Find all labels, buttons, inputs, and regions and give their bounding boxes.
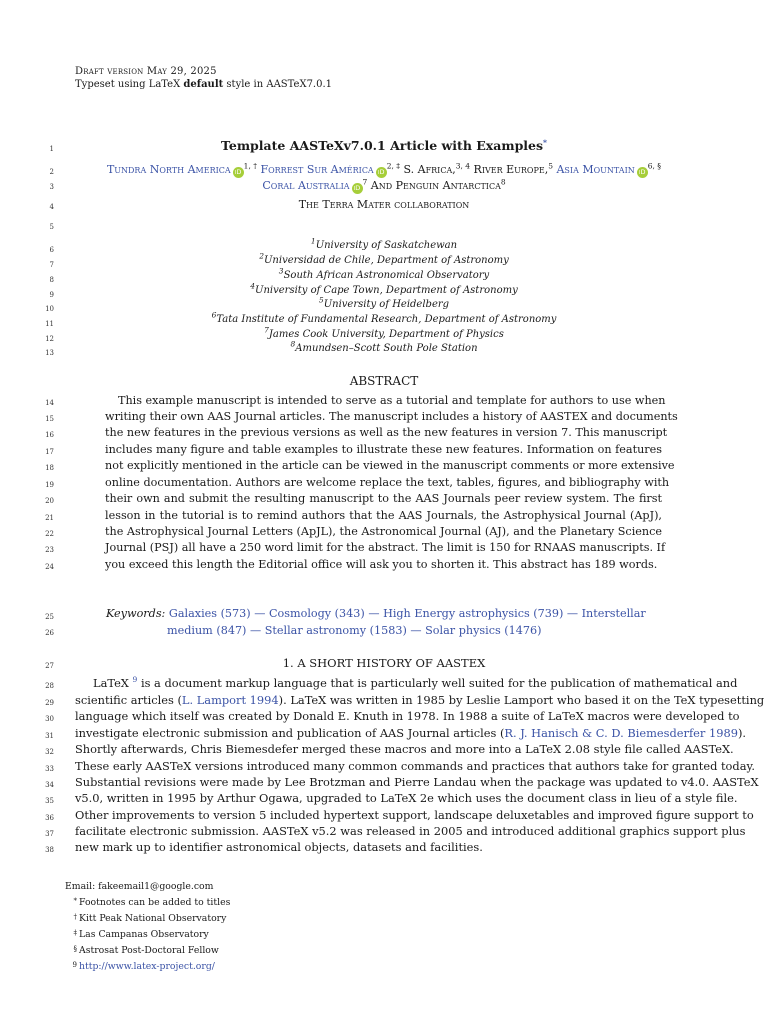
author-link[interactable]: Asia Mountain — [556, 163, 635, 176]
line-number: 32 — [45, 748, 54, 756]
keywords-links[interactable]: Galaxies (573) — Cosmology (343) — High Energy astrophysics (739) — Interstellar — [168, 607, 646, 620]
line-number: 17 — [45, 448, 54, 456]
affiliation: $^1$University of Saskatchewan — [310, 236, 458, 251]
abstract-line: online documentation. Authors are welcome replace the text, tables, figures, and bibliography with — [105, 476, 670, 489]
affiliation: $^7$James Cook University, Department of Physics — [264, 325, 504, 340]
line-number: 20 — [45, 497, 54, 505]
author-link[interactable]: Tundra North America — [106, 163, 231, 176]
line-number: 38 — [45, 846, 54, 854]
abstract-line: the Astrophysical Journal Letters (ApJL), the Astronomical Journal (AJ), and the Planetary Science — [105, 525, 662, 538]
collaboration: The Terra Mater collaboration — [298, 198, 470, 211]
typeset-line: Typeset using LaTeX default style in AASTeX7.0.1 — [75, 79, 333, 90]
line-number: 7 — [49, 261, 54, 269]
line-number: 18 — [45, 464, 54, 472]
line-number: 30 — [45, 715, 54, 723]
body-line: investigate electronic submission and publication of AAS Journal articles (R. J. Hanisch & C. D. Biemesderfer 1989). — [75, 726, 747, 740]
body-line: LaTeX $^9$ is a document markup language that is particularly well suited for the publication of mathematical and — [93, 675, 738, 690]
body-line: Other improvements to version 5 included hypertext support, landscape deluxetables and improved figure support to — [75, 808, 754, 822]
line-number: 35 — [45, 797, 54, 805]
line-number: 10 — [45, 305, 54, 313]
url-link[interactable]: http://www.latex-project.org/ — [79, 961, 215, 972]
affiliation: $^2$Universidad de Chile, Department of Astronomy — [259, 251, 509, 266]
body-line: Shortly afterwards, Chris Biemesdefer merged these macros and more into a LaTeX 2.08 style file called AASTeX. — [75, 742, 734, 756]
line-number: 14 — [45, 399, 54, 407]
line-number: 2 — [49, 168, 54, 176]
author-link[interactable]: Coral Australia — [262, 179, 350, 192]
draft-version: Draft version May 29, 2025 — [75, 66, 217, 77]
author-name: And Penguin Antarctica — [370, 179, 501, 192]
keywords-line-2[interactable]: medium (847) — Stellar astronomy (1583) — Solar physics (1476) — [167, 624, 542, 637]
footnote-link[interactable]: 9 — [132, 675, 138, 685]
line-number: 19 — [45, 481, 54, 489]
line-number: 25 — [45, 613, 54, 621]
affiliation: $^5$University of Heidelberg — [318, 295, 450, 310]
abstract-line: their own and submit the resulting manuscript to the AAS Journals peer review system. The first — [105, 492, 662, 505]
line-number: 8 — [49, 276, 54, 284]
footnote-item: † Kitt Peak National Observatory — [73, 913, 227, 924]
line-number: 3 — [49, 183, 54, 191]
line-number: 29 — [45, 699, 54, 707]
footnote-item: 9 http://www.latex-project.org/ — [72, 961, 215, 972]
paper-title: Template AASTeXv7.0.1 Article with Examples* — [221, 137, 547, 153]
line-number: 5 — [49, 223, 54, 231]
line-number: 31 — [45, 732, 54, 740]
line-number: 4 — [49, 203, 54, 211]
abstract-line: the new features in the previous versions as well as the new features in version 7. This manuscript — [105, 426, 668, 439]
author-name: River Europe, — [473, 163, 549, 176]
line-number: 15 — [45, 415, 54, 423]
abstract-line: includes many figure and table examples to illustrate these new features. Information on features — [105, 443, 662, 456]
line-number: 23 — [45, 546, 54, 554]
abstract-line: not explicitly mentioned in the article can be viewed in the manuscript comments or more extensive — [105, 459, 675, 472]
body-line: v5.0, written in 1995 by Arthur Ogawa, upgraded to LaTeX 2e which uses the document class in lieu of a style file. — [75, 791, 738, 805]
orcid-icon[interactable]: iD — [352, 183, 363, 194]
line-number: 12 — [45, 335, 54, 343]
line-number: 9 — [49, 291, 54, 299]
abstract-line: This example manuscript is intended to serve as a tutorial and template for authors to use when — [118, 394, 666, 407]
author-line-2: Coral Australia $iD^7$ And Penguin Antarctica$^8$ — [262, 177, 506, 192]
affiliation: $^6$Tata Institute of Fundamental Research, Department of Astronomy — [211, 310, 557, 325]
author-name: S. Africa, — [403, 163, 456, 176]
footnote-item: § Astrosat Post-Doctoral Fellow — [73, 945, 219, 956]
citation-link[interactable]: R. J. Hanisch & C. D. Biemesderfer 1989 — [504, 726, 738, 740]
keywords-line-1 — [106, 607, 660, 620]
author-line-1: Tundra North America $iD^{1, \dagger}$ Forrest Sur América $iD^{2, \ddagger}$ S. Africa,$^{3, 4}$ River Europe,$^5$ Asia Mountain $iD^{6, \S}$ — [106, 161, 662, 176]
line-number: 27 — [45, 662, 54, 670]
line-number: 6 — [49, 246, 54, 254]
keywords-label: Keywords: — [106, 607, 166, 620]
orcid-icon[interactable]: iD — [376, 167, 387, 178]
abstract-line: Journal (PSJ) all have a 250 word limit for the abstract. The limit is 150 for RNAAS manuscripts. If — [105, 541, 666, 554]
body-line: language which itself was created by Donald E. Knuth in 1978. In 1988 a suite of LaTeX macros were developed to — [75, 709, 740, 723]
line-number: 1 — [49, 145, 54, 153]
line-number: 16 — [45, 431, 54, 439]
line-number: 34 — [45, 781, 54, 789]
body-line: facilitate electronic submission. AASTeX v5.2 was released in 2005 and introduced additional graphics support plus — [75, 824, 746, 838]
citation-link[interactable]: L. Lamport 1994 — [181, 693, 279, 707]
abstract-line: you exceed this length the Editorial office will ask you to shorten it. This abstract has 189 words. — [105, 558, 658, 571]
author-link[interactable]: Forrest Sur América — [260, 163, 374, 176]
line-number: 21 — [45, 514, 54, 522]
line-number: 36 — [45, 814, 54, 822]
abstract-line: writing their own AAS Journal articles. The manuscript includes a history of AASTEX and documents — [105, 410, 678, 423]
line-number: 33 — [45, 765, 54, 773]
line-number: 13 — [45, 349, 54, 357]
email-footnote: Email: fakeemail1@google.com — [65, 881, 214, 892]
line-number: 37 — [45, 830, 54, 838]
affiliation: $^3$South African Astronomical Observatory — [278, 266, 490, 281]
line-number: 28 — [45, 682, 54, 690]
body-line: Substantial revisions were made by Lee Brotzman and Pierre Landau when the package was updated to v4.0. AASTeX — [75, 775, 759, 789]
orcid-icon[interactable]: iD — [637, 167, 648, 178]
body-line: These early AASTeX versions introduced many common commands and practices that authors take for granted today. — [75, 759, 756, 773]
orcid-icon[interactable]: iD — [233, 167, 244, 178]
title-footnote-link[interactable]: * — [543, 137, 547, 147]
affiliation: $^4$University of Cape Town, Department of Astronomy — [250, 281, 518, 296]
abstract-line: lesson in the tutorial is to remind authors that the AAS Journals, the Astrophysical Journal (ApJ), — [105, 509, 662, 522]
line-number: 24 — [45, 563, 54, 571]
section-heading: 1. A SHORT HISTORY OF AASTEX — [282, 656, 486, 670]
body-line: scientific articles (L. Lamport 1994). LaTeX was written in 1985 by Leslie Lamport who based it on the TeX typesetting — [75, 693, 765, 707]
line-number: 26 — [45, 629, 54, 637]
draft-header — [75, 65, 332, 91]
body-line: new mark up to identifier astronomical objects, datasets and facilities. — [75, 840, 483, 854]
affiliation: $^8$Amundsen–Scott South Pole Station — [290, 339, 478, 354]
footnote-item: ‡ Las Campanas Observatory — [73, 929, 209, 940]
line-number: 11 — [45, 320, 54, 328]
abstract-heading: ABSTRACT — [349, 374, 419, 388]
footnotes — [65, 880, 230, 974]
line-number: 22 — [45, 530, 54, 538]
footnote-item: * Footnotes can be added to titles — [73, 897, 231, 908]
